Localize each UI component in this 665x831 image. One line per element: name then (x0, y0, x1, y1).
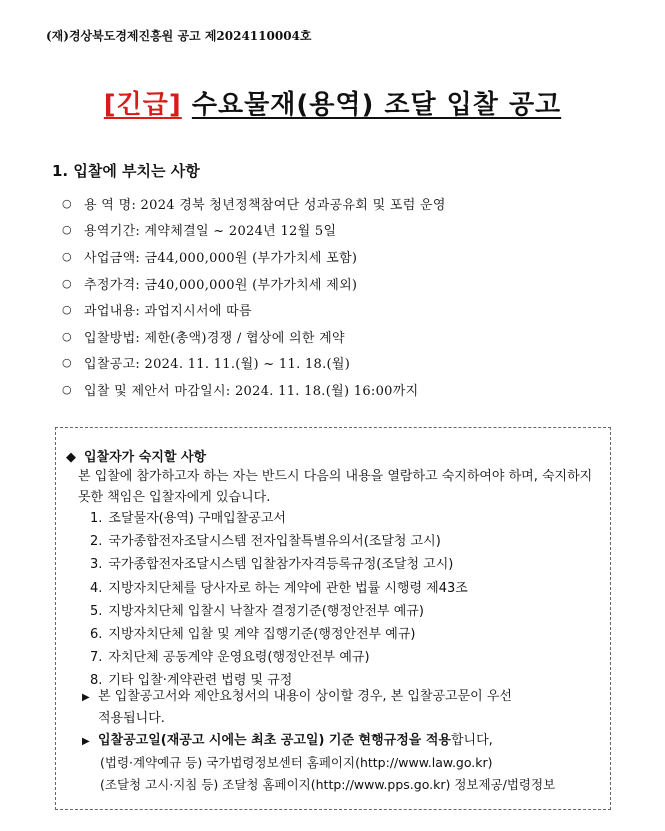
list-item (90, 507, 468, 530)
item-text: 사업금액: 금44,000,000원 (부가가치세 포함) (84, 250, 358, 266)
law-center-reference: (법령·계약예규 등) 국가법령정보센터 홈페이지(http://www.law.go.kr) (100, 755, 493, 770)
list-item (62, 217, 446, 244)
section-heading: 1. 입찰에 부치는 사항 (52, 162, 200, 180)
item-text: 자치단체 공동계약 운영요령(행정안전부 예규) (108, 650, 370, 666)
list-item (62, 190, 446, 217)
regulation-basis-rest: 합니다, (451, 733, 493, 748)
list-item (62, 323, 446, 350)
priority-note-line2: 적용됩니다. (98, 711, 165, 726)
priority-note-line1: 본 입찰공고서와 제안요청서의 내용이 상이할 경우, 본 입찰공고문이 우선 (98, 689, 512, 704)
item-text: 조달물자(용역) 구매입찰공고서 (108, 511, 286, 526)
circle-bullet-icon: ○ (62, 223, 72, 237)
circle-bullet-icon: ○ (62, 249, 72, 263)
title-text: 수요물재(용역) 조달 입찰 공고 (191, 90, 562, 120)
notice-reference-number: (재)경상북도경제진흥원 공고 제2024110004호 (46, 29, 312, 43)
item-text: 지방자치단체 입찰 및 계약 집행기준(행정안전부 예규) (108, 626, 416, 642)
regulation-basis-note (82, 730, 612, 752)
item-text: 입찰공고: 2024. 11. 11.(월) ~ 11. 18.(월) (84, 357, 351, 373)
item-text: 국가종합전자조달시스템 입찰참가자격등록규정(조달청 고시) (108, 557, 454, 573)
item-number: 5. (90, 603, 103, 619)
list-item (62, 376, 446, 403)
circle-bullet-icon: ○ (62, 329, 72, 343)
list-item (62, 270, 446, 297)
circle-bullet-icon: ○ (62, 382, 72, 396)
item-text: 입찰방법: 제한(총액)경쟁 / 협상에 의한 계약 (84, 330, 345, 346)
page-title (0, 84, 665, 121)
notice-intro: 본 입찰에 참가하고자 하는 자는 반드시 다음의 내용을 열람하고 숙지하여야 하며, 숙지하지 못한 책임은 입찰자에게 있습니다. (78, 469, 593, 505)
item-number: 6. (90, 626, 103, 642)
list-item (62, 350, 446, 377)
notice-box (55, 427, 611, 810)
circle-bullet-icon: ○ (62, 356, 72, 370)
bid-items-list (62, 190, 446, 403)
regulations-list (90, 507, 468, 693)
urgent-tag: [긴급] (103, 90, 182, 120)
pps-reference: (조달청 고시·지침 등) 조달청 홈페이지(http://www.pps.go.kr) 정보제공/법령정보 (100, 777, 556, 792)
item-text: 용 역 명: 2024 경북 청년정책참여단 성과공유회 및 포럼 운영 (84, 197, 446, 213)
regulation-basis-bold: 입찰공고일(재공고 시에는 최초 공고일) 기준 현행규정을 적용 (98, 733, 451, 748)
item-text: 용역기간: 계약체결일 ~ 2024년 12월 5일 (84, 224, 337, 240)
item-number: 3. (90, 557, 103, 573)
circle-bullet-icon: ○ (62, 196, 72, 210)
item-number: 8. (90, 673, 103, 689)
list-item (62, 296, 446, 323)
notice-title (66, 446, 206, 465)
diamond-icon: ◆ (66, 450, 76, 465)
item-text: 지방자치단체 입찰시 낙찰자 결정기준(행정안전부 예규) (108, 603, 424, 619)
list-item (90, 530, 468, 553)
item-text: 국가종합전자조달시스템 전자입찰특별유의서(조달청 고시) (108, 534, 441, 550)
list-item (90, 577, 468, 600)
triangle-right-icon: ▶ (82, 736, 90, 747)
list-item (90, 646, 468, 669)
item-number: 4. (90, 580, 103, 596)
list-item (90, 600, 468, 623)
item-text: 지방자치단체를 당사자로 하는 계약에 관한 법률 시행령 제43조 (108, 580, 468, 596)
item-text: 입찰 및 제안서 마감일시: 2024. 11. 18.(월) 16:00까지 (84, 383, 419, 399)
priority-note (82, 686, 602, 729)
triangle-right-icon: ▶ (82, 692, 90, 703)
item-number: 1. (90, 511, 103, 526)
list-item (62, 243, 446, 270)
item-text: 과업내용: 과업지시서에 따름 (84, 304, 252, 320)
notice-title-text: 입찰자가 숙지할 사항 (84, 450, 207, 465)
item-number: 2. (90, 534, 103, 550)
item-text: 추정가격: 금40,000,000원 (부가가치세 제외) (84, 277, 358, 293)
list-item (90, 553, 468, 576)
item-text: 기타 입찰·계약관련 법령 및 규정 (108, 673, 293, 689)
list-item (90, 623, 468, 646)
circle-bullet-icon: ○ (62, 303, 72, 317)
circle-bullet-icon: ○ (62, 276, 72, 290)
item-number: 7. (90, 650, 103, 666)
